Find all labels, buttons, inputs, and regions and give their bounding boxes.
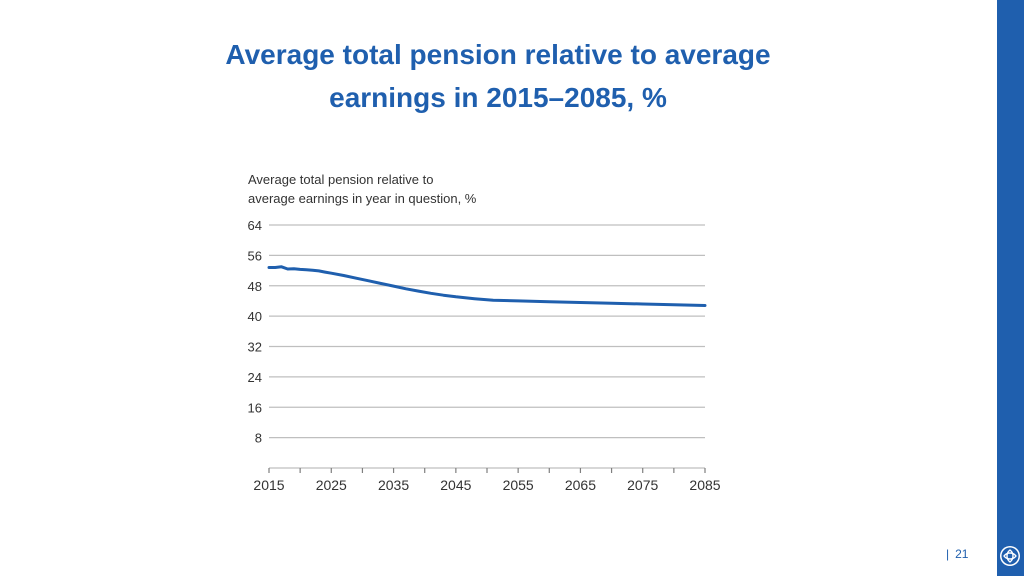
y-tick-label: 24 xyxy=(247,369,262,385)
x-tick-label: 2075 xyxy=(627,477,659,493)
y-tick-label: 48 xyxy=(247,278,262,294)
y-tick-label: 56 xyxy=(247,248,262,264)
page-number-value: 21 xyxy=(955,547,969,561)
y-tick-label: 16 xyxy=(247,400,262,416)
y-tick-labels xyxy=(248,218,262,446)
slide-title-line-1: Average total pension relative to average xyxy=(225,39,771,70)
x-axis xyxy=(269,468,705,473)
y-tick-label: 64 xyxy=(247,218,262,233)
side-accent-bar xyxy=(997,0,1024,576)
x-tick-label: 2045 xyxy=(440,477,472,493)
x-tick-label: 2035 xyxy=(377,477,410,493)
x-tick-label: 2025 xyxy=(315,477,347,493)
x-tick-label: 2085 xyxy=(689,477,721,493)
page-number-separator: | xyxy=(946,547,950,561)
x-tick-label: 2065 xyxy=(564,477,597,493)
slide-title-line-2: earnings in 2015–2085, % xyxy=(329,82,667,113)
x-tick-labels xyxy=(253,477,720,493)
y-tick-label: 40 xyxy=(247,309,262,325)
gridlines xyxy=(269,225,705,438)
page-number xyxy=(946,547,968,561)
x-tick-label: 2055 xyxy=(502,477,534,493)
x-tick-label: 2015 xyxy=(253,477,285,493)
logo-icon xyxy=(999,545,1021,567)
y-tick-label: 32 xyxy=(247,339,262,355)
y-axis-label-line-2: average earnings in year in question, % xyxy=(248,191,477,206)
y-axis-label-line-1: Average total pension relative to xyxy=(248,172,434,187)
y-tick-label: 8 xyxy=(254,430,262,446)
